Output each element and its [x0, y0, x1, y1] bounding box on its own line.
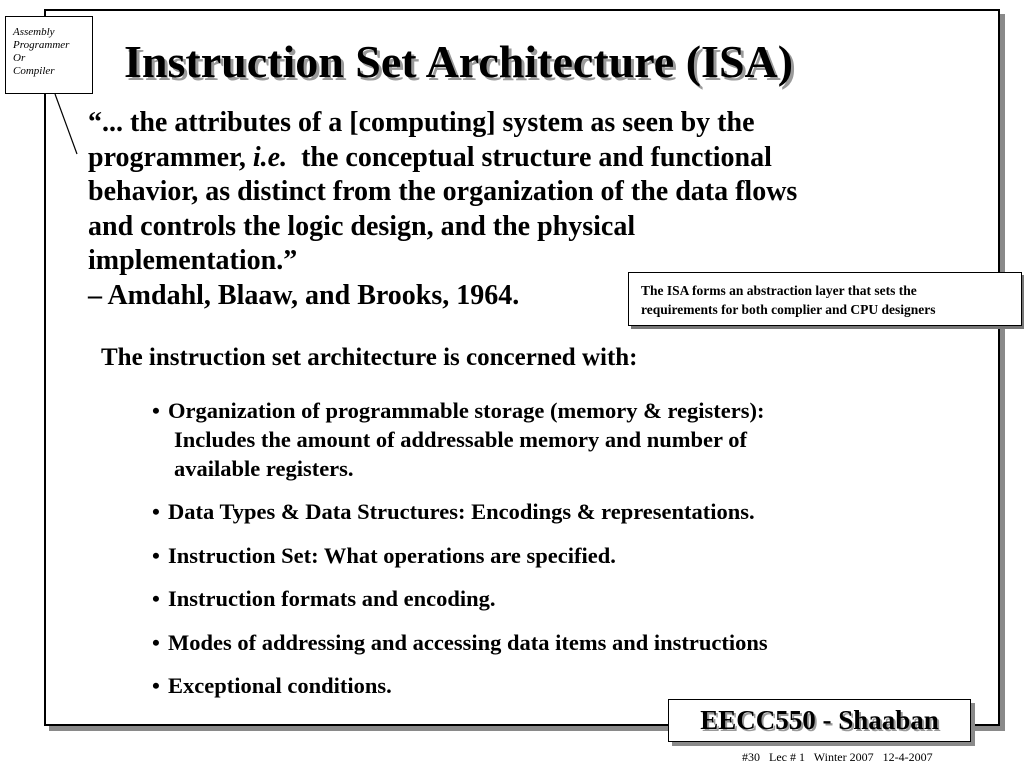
- quote-line-3: behavior, as distinct from the organization of the data flows: [88, 176, 798, 207]
- quote-line-2: [88, 141, 988, 176]
- bullet-dot: •: [152, 629, 160, 655]
- bullet-text: Modes of addressing and accessing data items and instructions: [168, 629, 768, 655]
- concern-heading: The instruction set architecture is concerned with:: [101, 344, 638, 371]
- bullet-text: Instruction formats and encoding.: [168, 586, 496, 611]
- bullet-dot: •: [152, 398, 160, 423]
- bullet-text-cont: Includes the amount of addressable memory and number of: [174, 427, 747, 452]
- bullet-item: [152, 584, 768, 613]
- bullet-text: Organization of programmable storage (memory & registers):: [168, 398, 765, 423]
- bullet-dot: •: [152, 499, 160, 524]
- bullet-dot: •: [152, 673, 160, 698]
- bullet-item: [152, 541, 768, 570]
- course-badge: EECC550 - Shaaban: [668, 699, 971, 742]
- quote-line-5: implementation.”: [88, 245, 298, 276]
- quote-line-1: “... the attributes of a [computing] system as seen by the: [88, 107, 755, 138]
- slide-title: Instruction Set Architecture (ISA): [124, 36, 794, 87]
- bullet-dot: •: [152, 542, 160, 568]
- quote-line-4: and controls the logic design, and the physical: [88, 210, 636, 242]
- footer-lecture: Lec # 1: [769, 750, 805, 764]
- footer-term: Winter 2007: [813, 750, 874, 764]
- bullet-item: [152, 497, 768, 526]
- note-line-2: requirements for both complier and CPU designers: [641, 302, 936, 317]
- abstraction-note-box: [628, 272, 1022, 326]
- callout-line-4: Compiler: [13, 65, 55, 77]
- callout-line-2: Programmer: [13, 39, 70, 51]
- note-line-1: The ISA forms an abstraction layer that sets the: [641, 283, 917, 298]
- bullet-dot: •: [152, 586, 160, 611]
- quote-attribution: – Amdahl, Blaaw, and Brooks, 1964.: [88, 279, 520, 311]
- quote-structure: the conceptual structure and functional: [301, 141, 772, 173]
- concern-bullet-list: [152, 396, 768, 700]
- bullet-item: [152, 671, 768, 700]
- bullet-text: Data Types & Data Structures: Encodings & representations.: [168, 499, 755, 524]
- bullet-text: Exceptional conditions.: [168, 673, 392, 698]
- footer-slide-number: #30: [742, 750, 760, 764]
- quote-ie: i.e.: [252, 141, 288, 173]
- footer-date: 12-4-2007: [882, 750, 933, 764]
- bullet-text: Instruction Set: What operations are specified.: [168, 542, 616, 568]
- callout-line-1: Assembly: [13, 26, 55, 38]
- callout-line-3: Or: [13, 52, 26, 64]
- bullet-item: [152, 396, 768, 483]
- bullet-text-cont: available registers.: [174, 456, 354, 481]
- quote-programmer: programmer,: [88, 141, 246, 173]
- bullet-item: [152, 628, 768, 657]
- slide-footer: [742, 750, 939, 765]
